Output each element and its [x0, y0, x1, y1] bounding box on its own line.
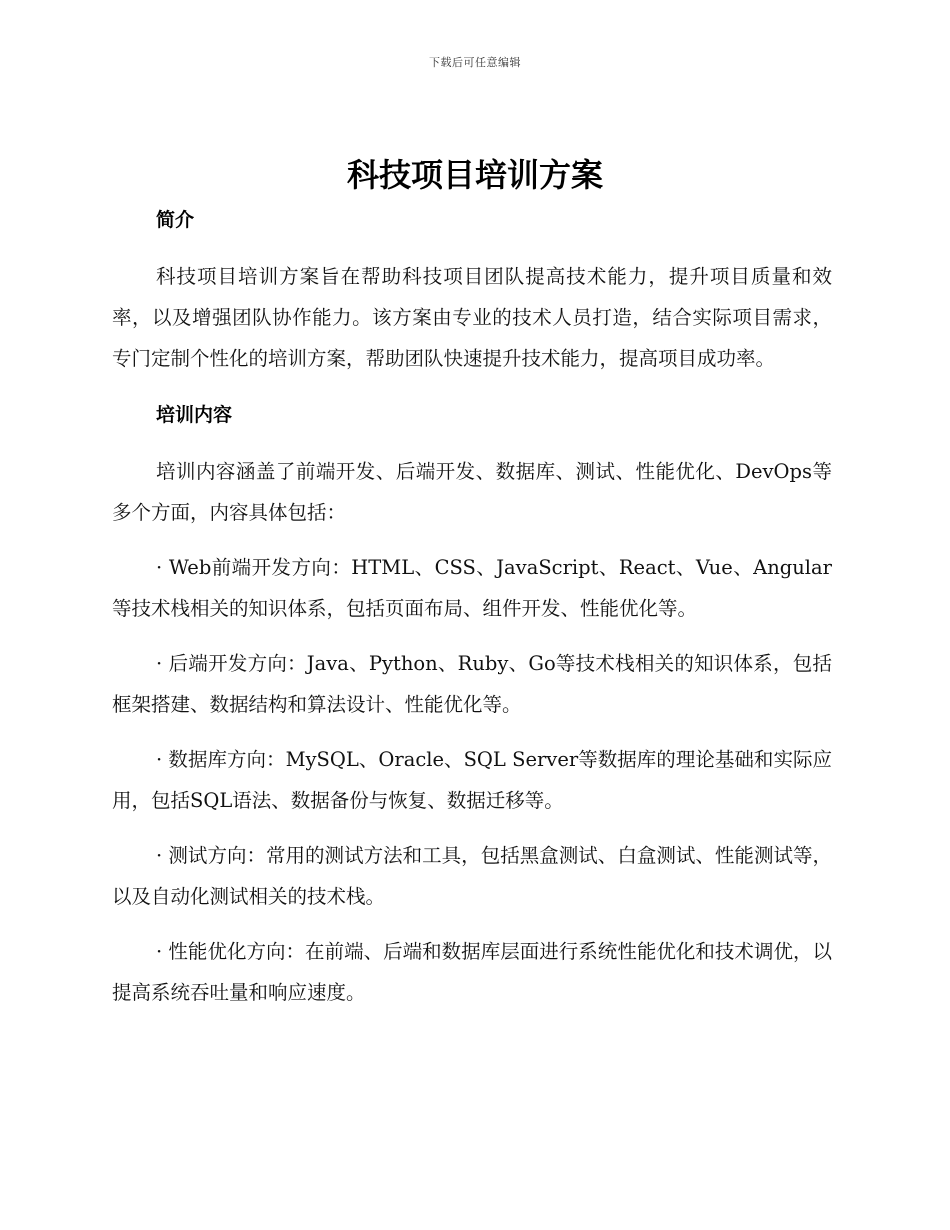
bullet-performance: · 性能优化方向：在前端、后端和数据库层面进行系统性能优化和技术调优，以提高系统吞吐量和响应速度。	[112, 940, 832, 1004]
bullet-database: · 数据库方向：MySQL、Oracle、SQL Server等数据库的理论基础和实际应用，包括SQL语法、数据备份与恢复、数据迁移等。	[112, 748, 832, 812]
document-body	[112, 204, 832, 1013]
page-header: 下载后可任意编辑	[429, 56, 521, 69]
document-title: 科技项目培训方案	[346, 156, 603, 194]
intro-paragraph: 科技项目培训方案旨在帮助科技项目团队提高技术能力，提升项目质量和效率，以及增强团队协作能力。该方案由专业的技术人员打造，结合实际项目需求，专门定制个性化的培训方案，帮助团队快速提升技术能力，提高项目成功率。	[112, 265, 832, 370]
training-content-paragraph: 培训内容涵盖了前端开发、后端开发、数据库、测试、性能优化、DevOps等多个方面，内容具体包括：	[112, 460, 832, 524]
section-heading-training-content: 培训内容	[156, 404, 233, 426]
section-heading-intro: 简介	[156, 209, 195, 231]
bullet-testing: · 测试方向：常用的测试方法和工具，包括黑盒测试、白盒测试、性能测试等，以及自动化测试相关的技术栈。	[112, 844, 832, 908]
bullet-web-frontend: · Web前端开发方向：HTML、CSS、JavaScript、React、Vue、Angular等技术栈相关的知识体系，包括页面布局、组件开发、性能优化等。	[112, 556, 832, 620]
bullet-backend: · 后端开发方向：Java、Python、Ruby、Go等技术栈相关的知识体系，包括框架搭建、数据结构和算法设计、性能优化等。	[112, 652, 832, 716]
